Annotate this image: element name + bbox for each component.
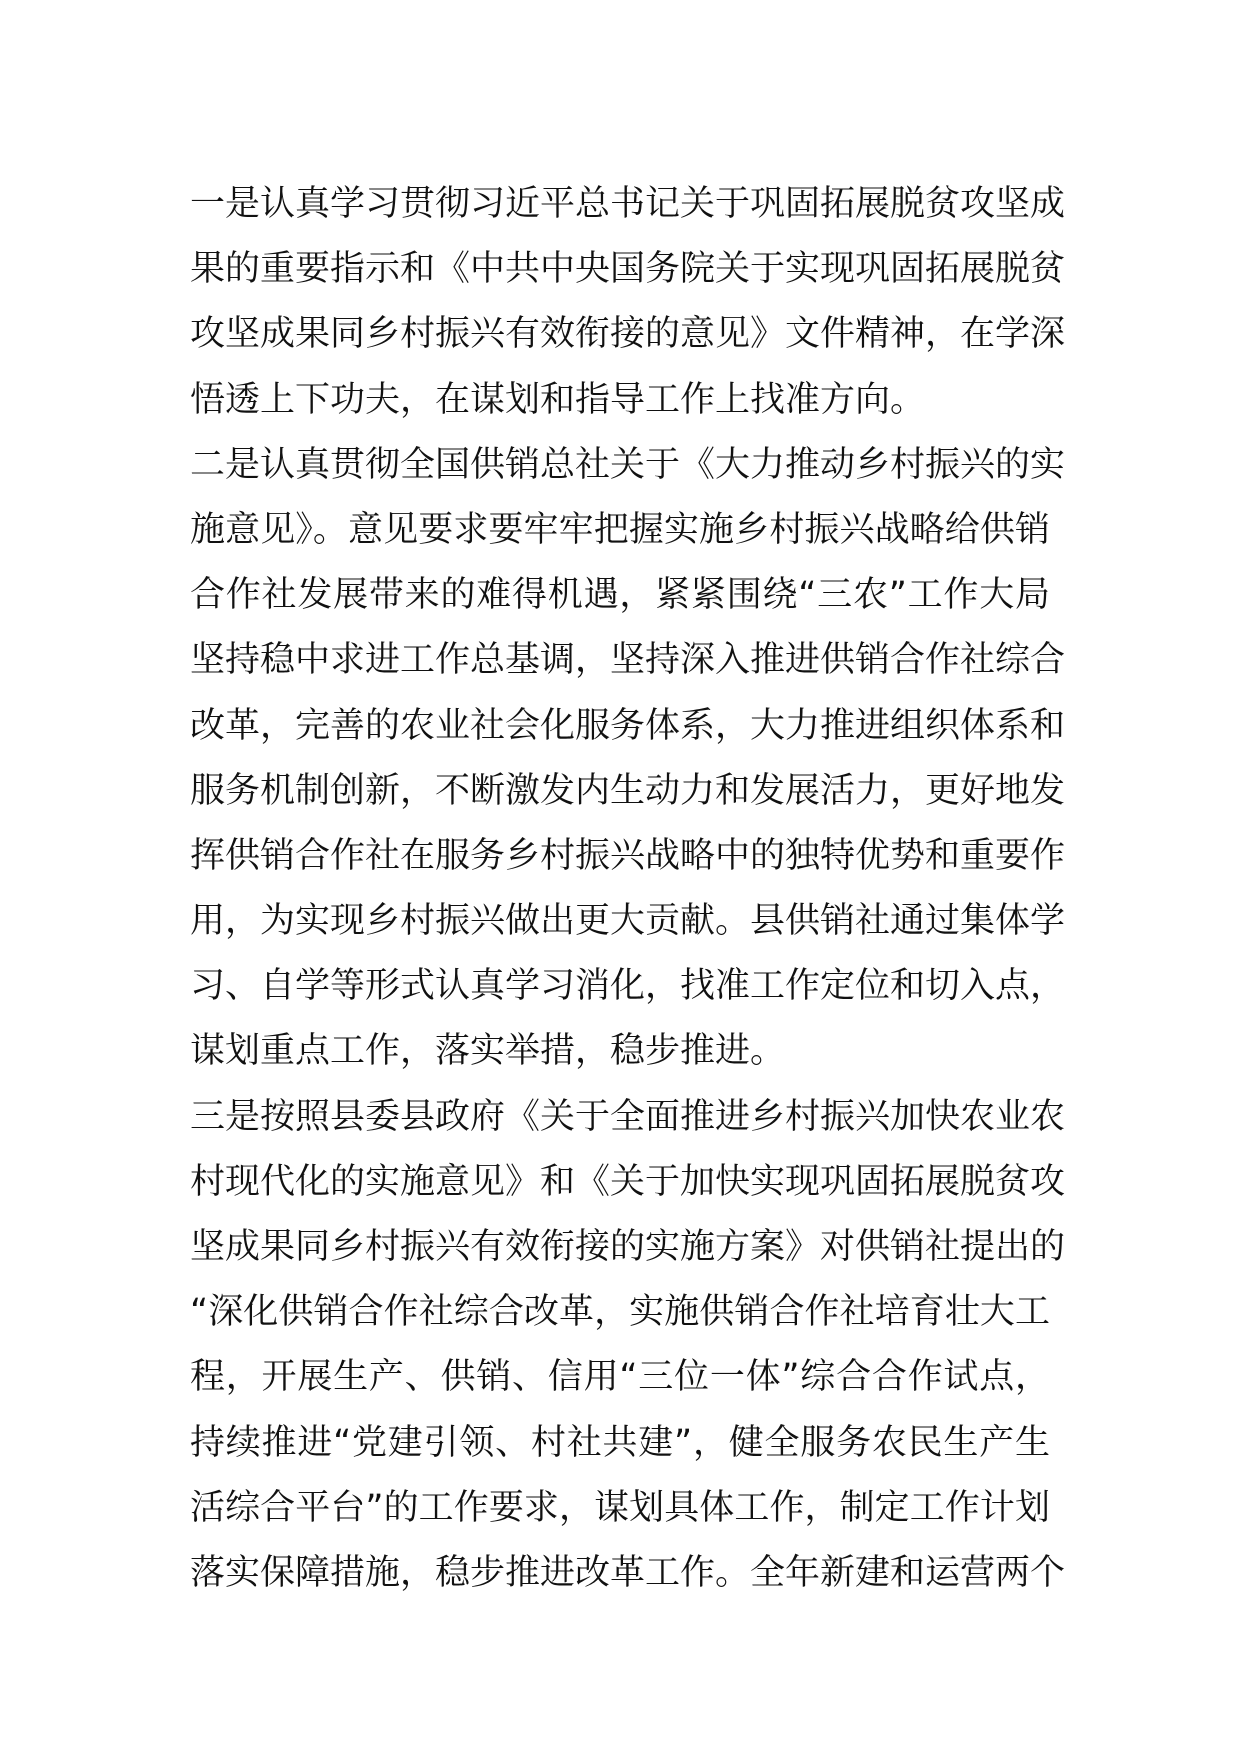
text-line: 谋划重点工作，落实举措，稳步推进。 bbox=[190, 1031, 786, 1072]
paragraph-1 bbox=[190, 172, 1066, 433]
paragraph-3 bbox=[190, 1085, 1066, 1607]
text-line: 果的重要指示和《中共中央国务院关于实现巩固拓展脱贫 bbox=[190, 249, 1066, 290]
text-line: 用，为实现乡村振兴做出更大贡献。县供销社通过集体学 bbox=[190, 901, 1066, 942]
document-body bbox=[190, 172, 1066, 1606]
text-line: 活综合平台”的工作要求，谋划具体工作，制定工作计划 bbox=[190, 1487, 1050, 1528]
text-line: 挥供销合作社在服务乡村振兴战略中的独特优势和重要作 bbox=[190, 835, 1066, 876]
text-line: 施意见》。意见要求要牢牢把握实施乡村振兴战略给供销 bbox=[190, 509, 1050, 550]
text-line: 坚成果同乡村振兴有效衔接的实施方案》对供销社提出的 bbox=[190, 1227, 1066, 1267]
text-line: 程，开展生产、供销、信用“三位一体”综合合作试点， bbox=[190, 1357, 1050, 1398]
text-line: 落实保障措施，稳步推进改革工作。全年新建和运营两个 bbox=[190, 1552, 1066, 1593]
text-line: “深化供销合作社综合改革，实施供销合作社培育壮大工 bbox=[190, 1292, 1050, 1333]
text-line: 改革，完善的农业社会化服务体系，大力推进组织体系和 bbox=[190, 705, 1066, 746]
text-line: 服务机制创新，不断激发内生动力和发展活力，更好地发 bbox=[190, 770, 1066, 811]
text-line: 攻坚成果同乡村振兴有效衔接的意见》文件精神，在学深 bbox=[190, 314, 1066, 355]
text-line: 合作社发展带来的难得机遇，紧紧围绕“三农”工作大局 bbox=[190, 575, 1050, 616]
text-line: 悟透上下功夫，在谋划和指导工作上找准方向。 bbox=[190, 379, 926, 420]
paragraph-2 bbox=[190, 433, 1066, 1085]
text-line: 持续推进“党建引领、村社共建”，健全服务农民生产生 bbox=[190, 1422, 1050, 1463]
text-line: 坚持稳中求进工作总基调，坚持深入推进供销合作社综合 bbox=[190, 640, 1066, 681]
text-line: 三是按照县委县政府《关于全面推进乡村振兴加快农业农 bbox=[190, 1096, 1066, 1137]
text-line: 习、自学等形式认真学习消化，找准工作定位和切入点， bbox=[190, 966, 1066, 1007]
text-line: 二是认真贯彻全国供销总社关于《大力推动乡村振兴的实 bbox=[190, 444, 1066, 485]
text-line: 村现代化的实施意见》和《关于加快实现巩固拓展脱贫攻 bbox=[190, 1161, 1066, 1202]
text-line: 一是认真学习贯彻习近平总书记关于巩固拓展脱贫攻坚成 bbox=[190, 184, 1066, 224]
